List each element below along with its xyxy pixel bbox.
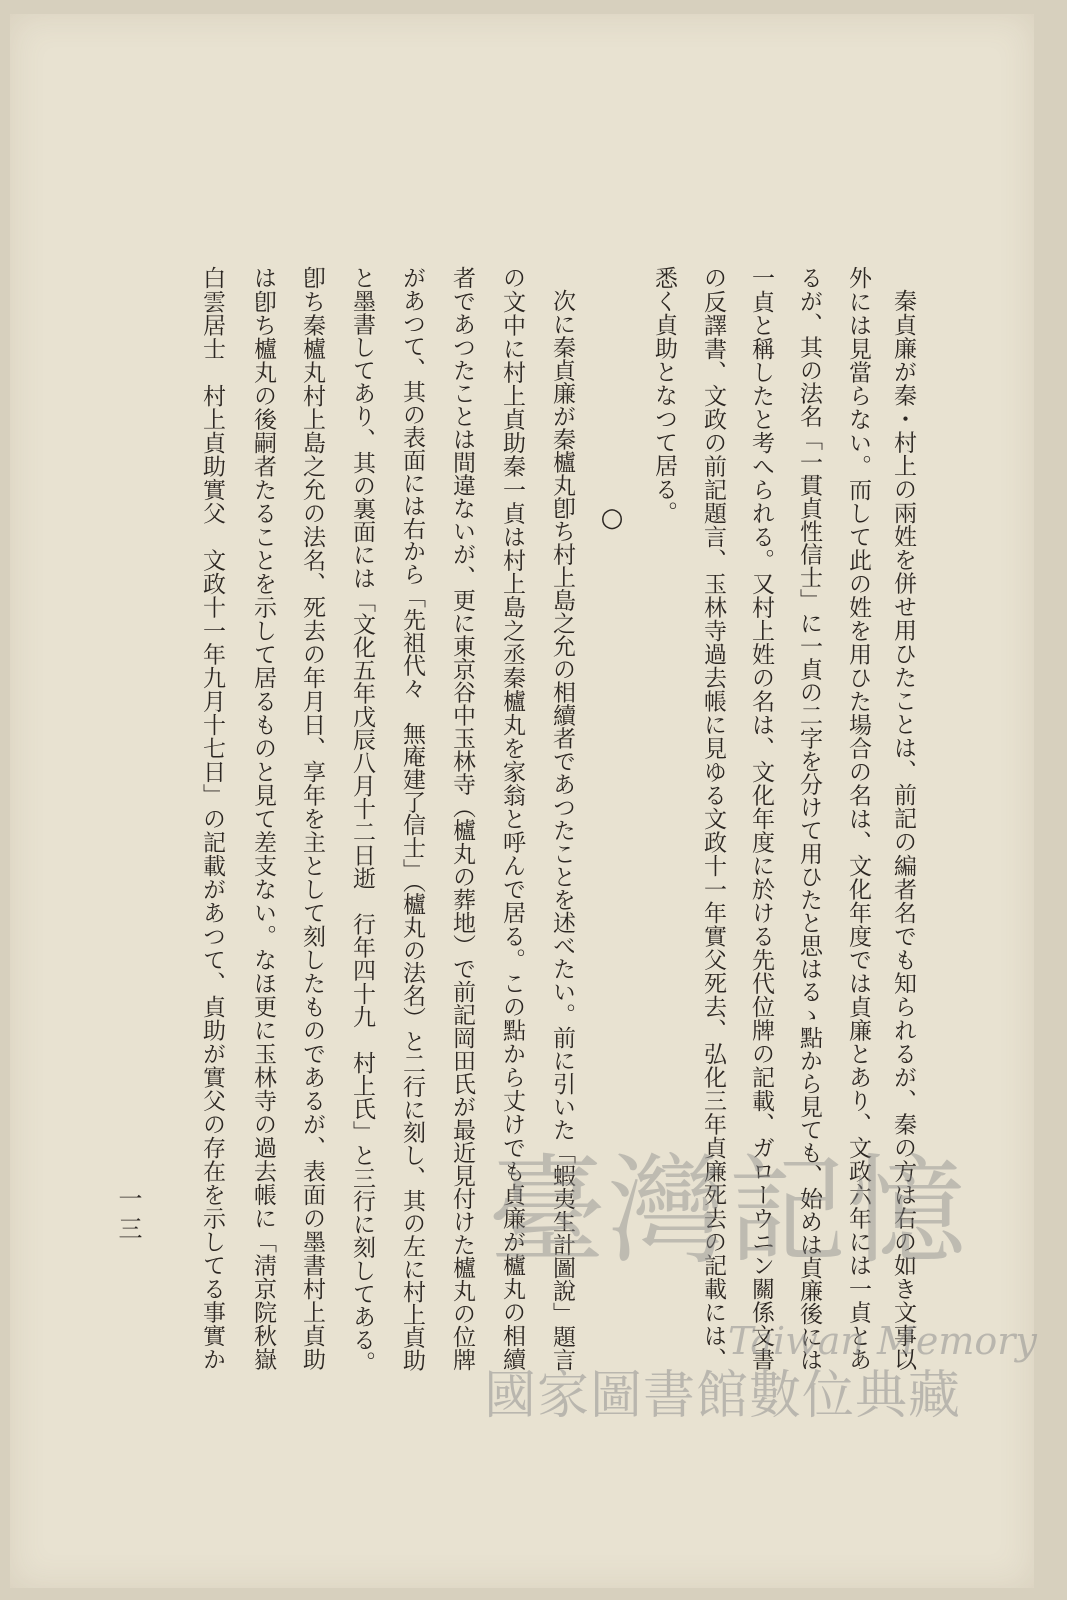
watermark-logo-english: Taiwan Memory	[728, 1319, 1037, 1363]
text-column: 卽ち秦櫨丸村上島之允の法名、死去の年月日、享年を主として刻したものであるが、表面の墨書村上貞助	[299, 266, 325, 1371]
watermark-institution: 國家圖書館數位典藏	[484, 1366, 962, 1426]
text-column: 者であつたことは間違ないが、更に東京谷中玉林寺（櫨丸の葬地）で前記岡田氏が最近見付けた櫨丸の位牌	[449, 266, 475, 1371]
text-column: と墨書してあり、其の裏面には「文化五年戊辰八月十二日逝 行年四十九 村上氏」と三行に刻してある。	[349, 266, 375, 1374]
text-column: 一貞と稱したと考へられる。又村上姓の名は、文化年度に於ける先代位牌の記載、ガローウニン關係文書	[748, 266, 774, 1371]
text-column: は卽ち櫨丸の後嗣者たることを示して居るものと見て差支ない。なほ更に玉林寺の過去帳に「淸京院秋嶽	[250, 266, 276, 1371]
page-number: 一三	[114, 1186, 142, 1246]
text-column: 白雲居士 村上貞助實父 文政十一年九月十七日」の記載があつて、貞助が實父の存在を示してる事實か	[199, 266, 225, 1371]
text-column: の反譯書、文政の前記題言、玉林寺過去帳に見ゆる文政十一年實父死去、弘化三年貞廉死去の記載には、	[700, 266, 726, 1371]
text-column: があつて、其の表面には右から「先祖代々 無庵建了信士」（櫨丸の法名）と二行に刻し、其の左に村上貞助	[399, 266, 425, 1372]
text-column: 外には見當らない。而して此の姓を用ひた場合の名は、文化年度では貞廉とあり、文政六年には一貞とあ	[845, 266, 871, 1371]
text-column: るが、其の法名「一貫貞性信士」に一貞の二字を分けて用ひたと思はるゝ點から見ても、始めは貞廉後には	[796, 266, 822, 1371]
text-column: 次に秦貞廉が秦櫨丸卽ち村上島之允の相續者であつたことを述べたい。前に引いた「蝦夷生計圖說」題言	[549, 289, 575, 1371]
text-column: 秦貞廉が秦・村上の兩姓を併せ用ひたことは、前記の編者名でも知られるが、秦の方は右の如き文事以	[890, 289, 916, 1371]
text-column: の文中に村上貞助秦一貞は村上島之丞秦櫨丸を家翁と呼んで居る。この點から丈けでも貞廉が櫨丸の相續	[499, 266, 525, 1371]
text-column: 悉く貞助となつて居る。	[651, 266, 677, 525]
section-separator: ○	[597, 503, 627, 533]
watermark-logo: 臺灣記憶	[488, 1142, 969, 1280]
